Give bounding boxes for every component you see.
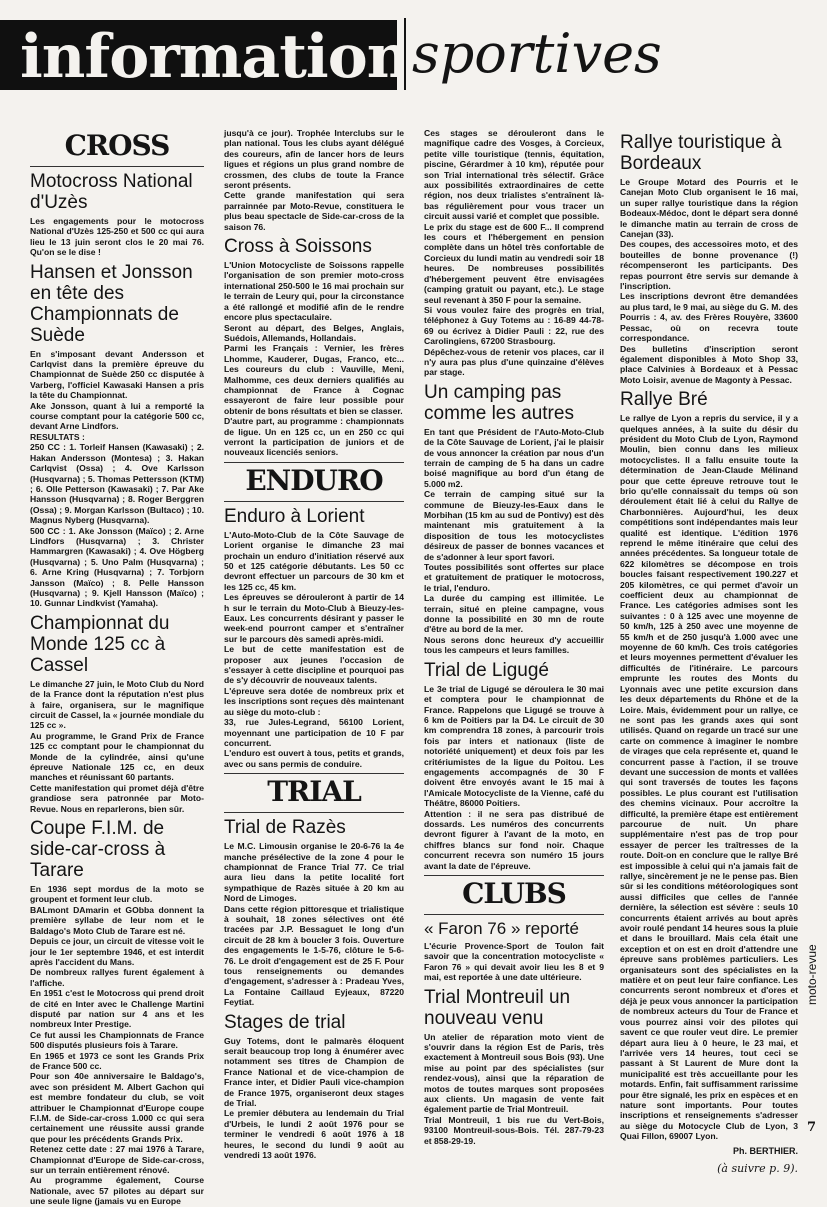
article-body: Ces stages se dérouleront dans le magnifique cadre des Vosges, à Corcieux, petite ville touristique (tennis, équitation, piscine, Gérardmer à 10 km), réputée pour son Trial international très sélectif. Grâce aux possibilités extraordinaires de cette région, nos deux trialistes s'entraînent là-bas régulièrement pour vous tracer un circuit aussi varié et complet que possible. Le prix du stage est de 600 F... Il comprend les cours et l'hébergement en pension complète dans un hôtel très confortable de Corcieux du lundi matin au vendredi soir 18 heures. De nombreuses possibilités d'hébergement peuvent être envisagées (camping gratuit ou payant, etc.). Le stage seul revenant à 350 F pour la semaine. Si vous voulez faire des progrès en trial, téléphonez à Guy Totems au : 16-89 44-78-69 ou écrivez à Didier Pauli : 22, rue des Carolingiens, 67200 Strasbourg. Dépêchez-vous de retenir vos places, car il n'y aura pas plus d'une quinzaine d'élèves par stage. xyxy=(424,128,604,378)
author-signature: Ph. BERTHIER. xyxy=(732,1145,798,1156)
article-body: L'écurie Provence-Sport de Toulon fait savoir que la concentration motocycliste « Faron 76 » qui devait avoir lieu les 8 et 9 mai, est reportée à une date ultérieure. xyxy=(424,941,604,983)
article-heading: Coupe F.I.M. de side-car-cross à Tarare xyxy=(30,818,166,882)
article-body: Le rallye de Lyon a repris du service, il y a quelques années, à la suite du désir du président du Moto Club de Lyon, Raymond Moulin, bien connu dans les milieux motocyclistes. Il a fallu ensuite toute la détermination de Jean-Claude Mélinand pour que cette épreuve retrouve tout le brio qu'elle connaissait du temps où son déroulement était lié à celui du Rallye de Charbonnières. Aujourd'hui, les deux compétitions sont indépendantes mais leur qualité est identique. L'édition 1976 reprend le même itinéraire que celui des années précédentes. Sa longueur totale de 622 kilomètres se décompose en trois boucles faisant respectivement 190.227 et 205 kilomètres, ce qui permet d'avoir un coefficient deux au championnat de France. Les catégories admises sont les suivantes : 0 à 125 avec une moyenne de 50 km/h, 125 à 250 avec une moyenne de 55 km/h et de 250 jusqu'à 1.000 avec une moyenne de 60 km/h. Ces trois catégories et leurs moyennes permettent d'évaluer les difficultés de l'itinéraire. Le parcours emprunte les routes des Monts du Lyonnais avec une petite excursion dans les deux départements du Rhône et de la Loire. Mais, évidemment pour un rallye, ce ne sont pas les grands axes qui sont utilisés. Quand on regarde un tracé sur une carte on commence à imaginer le nombre de virages que cela représente et, quand le concurrent passe à l'action, il se trouve devant une succession de monts et vallées qui sont traversés de toutes les façons possibles. Le plus courant est l'utilisation des chemins vicinaux. Pour accroître la difficulté, la première étape est entièrement parcourue de nuit. Un phare supplémentaire n'est pas de trop pour essayer de percer les traîtresses de la route. Doit-on en conclure que le rallye Bré est impossible à celui qui n'a jamais fait de rallye, sincèrement je ne le pense pas. Bien sûr si les conditions météorologiques sont aussi difficiles que celles de l'année dernière, la sélection est sévère : seuls 10 concurrents étaient arrivés au bout après avoir roulé pendant 14 heures sous la pluie et dans le brouillard. Mais cela était une exception et on est en droit d'attendre une épreuve sans problèmes particuliers. Les organisateurs sont des spécialistes en la matière et on peut leur faire confiance. Les concurrents seront nombreux et d'ores et déjà je peux vous annoncer la participation de nombreux acteurs du Tour de France et vous pourrez ainsi voir des pilotes qui savent ce que rouler veut dire. Le premier départ aura lieu à 0 heure, le 23 mai, et l'arrivée vers 14 heures, tout ceci se passant à St Laurent de Mure dont la municipalité est très accueillante pour les motards. Enfin, fait suffisamment rarissime pour être signalé, les prix en espèces et en nature sont importants. Pour toutes inscriptions et renseignements s'adresser au siège du Motocycle Club de Lyon, 3 Quai Fillon, 69007 Lyon. xyxy=(620,413,798,1142)
section-rule xyxy=(224,501,404,502)
article-body: jusqu'à ce jour). Trophée Interclubs sur le plan national. Tous les clubs ayant délégué des coureurs, afin de lancer hors de leurs ligues et régions un plus grand nombre de crossmen, des clubs de toute la France seront présents. Cette grande manifestation qui sera parrainnée par Moto-Revue, constituera le plus beau spectacle de Side-car-cross de la saison 76. xyxy=(224,128,404,232)
article-heading: Enduro à Lorient xyxy=(224,505,365,527)
section-title-cross: CROSS xyxy=(64,129,170,162)
section-rule xyxy=(224,462,404,463)
article-body: L'Auto-Moto-Club de la Côte Sauvage de Lorient organise le dimanche 23 mai prochain un enduro d'initiation réservé aux 50 et 125 catégorie débutants. Les 50 cc devront effectuer un parcours de 30 km et les 125 cc, 45 km. Les épreuves se dérouleront à partir de 14 h sur le terrain du Moto-Club à Bieuzy-les-Eaux. Les concurrents désirant y passer le week-end pourront camper et s'entraîner sur le parcours dès samedi après-midi. Le but de cette manifestation est de proposer aux jeunes l'occasion de s'essayer à cette discipline et pourquoi pas de s'y découvrir de nouveaux talents. L'épreuve sera dotée de nombreux prix et les inscriptions sont reçues dès maintenant au siège du moto-club : 33, rue Jules-Legrand, 56100 Lorient, moyennant une participation de 10 F par concurrent. L'enduro est ouvert à tous, petits et grands, avec ou sans permis de conduire. xyxy=(224,529,404,769)
article-body: Le dimanche 27 juin, le Moto Club du Nord de la France dont la réputation n'est plus à faire, organisera, sur le magnifique circuit de Cassel, la « journée mondiale du 125 cc ». Au programme, le Grand Prix de France 125 cc comptant pour le championnat du Monde de la cylindrée, ainsi qu'une épreuve Nationale 125 cc, en deux manches et réunissant 60 partants. Cette manifestation qui promet déjà d'être grandiose sera patronnée par Moto-Revue. Nous en reparlerons, bien sûr. xyxy=(30,678,204,814)
article-body: L'Union Motocycliste de Soissons rappelle l'organisation de son premier moto-cross international 250-500 le 16 mai prochain sur le terrain de Leury qui, pour la circonstance a été rallongé et modifié afin de le rendre encore plus spectaculaire. Seront au départ, des Belges, Anglais, Suédois, Allemands, Hollandais. Parmi les Français : Vernier, les frères Lhomme, Kauderer, Dugas, Franco, etc... Les coureurs du club : Vauville, Meni, Malhomme, ces deux derniers qualifiés au championnat de France à Cognac essayeront de faire leur possible pour obtenir de bons résultats et bien se classer. D'autre part, au programme : championnats de ligue. Un en 125 cc, un en 250 cc qui verront la participation de juniors et de nouveaux licenciés seniors. xyxy=(224,260,404,458)
article-heading: « Faron 76 » reporté xyxy=(424,919,579,938)
article-body: En 1936 sept mordus de la moto se groupent et forment leur club. BALmont DAmarin et GObba donnent la première syllabe de leur nom et le Baldago's Moto Club de Tarare est né. Depuis ce jour, un circuit de vitesse voit le jour le 1er septembre 1946, et est interdit après l'accident du Mans. De nombreux rallyes furent également à l'affiche. En 1951 c'est le Motocross qui prend droit de cité en Inter avec le Challenge Martini disputé par nation sur 4 ans et les nombreux Inter Prestige. Ce fut aussi les Championnats de France 500 disputés plusieurs fois à Tarare. En 1965 et 1973 ce sont les Grands Prix de France 500 cc. Pour son 40e anniversaire le Baldago's, avec son président M. Albert Gachon qui est membre fondateur du club, se voit attribuer le Championnat d'Europe coupe F.I.M. de Side-car-cross 1.000 cc qui sera certainement une réussite aussi grande que pour les précédents Grands Prix. Retenez cette date : 27 mai 1976 à Tarare, Championnat d'Europe de Side-car-cross, sur un terrain entièrement rénové. Au programme également, Course Nationale, avec 57 pilotes au départ sur une seule ligne (jamais vu en Europe xyxy=(30,884,204,1207)
header-banner xyxy=(0,20,443,92)
continued-note: (à suivre p. 9). xyxy=(717,1161,798,1175)
section-title-clubs: CLUBS xyxy=(462,877,566,910)
article-body: En s'imposant devant Andersson et Carlqvist dans la première épreuve du Championnat de Suède 250 cc disputée à Varberg, l'officiel Kawasaki Hansen a pris la tête du Championnat. Ake Jonsson, quant à lui a remporté la course comptant pour la catégorie 500 cc, devant Arne Lindfors. RESULTATS : 250 CC : 1. Torleif Hansen (Kawasaki) ; 2. Hakan Andersson (Montesa) ; 3. Hakan Carlqvist (Ossa) ; 4. Ove Karlsson (Husqvarna) ; 5. Thomas Pettersson (KTM) ; 6. Olle Petterson (Kawasaki) ; 7. Par Ake Hansson (Husqvarna) ; 8. Roger Berggren (Ossa) ; 9. Morgan Karlsson (Bultaco) ; 10. Magnus Nyberg (Husqvarna). 500 CC : 1. Ake Jonsson (Maïco) ; 2. Arne Lindfors (Husqvarna) ; 3. Christer Hammargren (Kawasaki) ; 4. Ove Högberg (Husqvarna) ; 5. Uno Palm (Husqvarna) ; 6. Arne Kring (Husqvarna) ; 7. Torbjorn Jansson (Maïco) ; 8. Pelle Hansson (Husqvarna) ; 9. Kjell Hansson (Maïco) ; 10. Gunnar Lindkvist (Yamaha). xyxy=(30,348,204,609)
article-heading: Stages de trial xyxy=(224,1011,346,1033)
section-rule xyxy=(424,914,604,915)
article-body: Guy Totems, dont le palmarès éloquent serait beaucoup trop long à énumérer avec notamment ses titres de Champion de France National et de vice-champion de France inter, et Didier Pauli vice-champion de France 1975, organiseront deux stages de Trial. Le premier débutera au lendemain du Trial d'Urbeis, le lundi 2 août 1976 pour se terminer le vendredi 6 août 1976 à 18 heures, le second du lundi 9 août au vendredi 13 août 1976. xyxy=(224,1035,404,1161)
article-body: Le M.C. Limousin organise le 20-6-76 la 4e manche présélective de la zone 4 pour le championnat de France Trial 77. Ce trial aura lieu dans la petite localité fort sympathique de Razès située à 20 km au Nord de Limoges. Dans cette région pittoresque et trialistique à souhait, 18 zones sélectives ont été tracées par J.P. Bessaguet le long d'un circuit de 28 km à boucler 3 fois. Ouverture des engagements le 1-5-76, clôture le 5-6-76. Le droit d'engagement est de 25 F. Pour tous renseignements ou demandes d'engagement, s'adresser à : Pradeau Yves, La Fontaine Caillaud Eyjeaux, 87220 Feytiat. xyxy=(224,841,404,1008)
section-title-trial: TRIAL xyxy=(267,775,361,809)
article-heading: Rallye touristique à Bordeaux xyxy=(620,132,782,174)
article-heading: Un camping pas comme les autres xyxy=(424,381,574,424)
article-heading: Trial de Razès xyxy=(224,817,346,839)
column-1 xyxy=(30,128,204,1207)
article-body: Les engagements pour le motocross National d'Uzès 125-250 et 500 cc qui aura lieu le 13 juin seront clos le 20 mai 76. Qu'on se le dise ! xyxy=(30,216,204,258)
article-heading: Championnat du Monde 125 cc à Cassel xyxy=(30,612,170,676)
magazine-side-label: moto-revue xyxy=(805,944,819,1005)
column-4 xyxy=(620,128,798,1175)
article-body: Le Groupe Motard des Pourris et le Canejan Moto Club organisent le 16 mai, un super rallye touristique dans la région Bodeaux-Médoc, dont le départ sera donné le dimanche matin au terrain de cross de Canejan (33). Des coupes, des accessoires moto, et des bouteilles de bonne provenance (!) récompenseront les participants. Des repas pourront être servis sur demande à l'inscription. Les inscriptions devront être demandées au plus tard, le 9 mai, au siège du G. M. des Pourris : 4, av. des Frères Rouyère, 33600 Pessac, où on recevra toute correspondance. Des bulletins d'inscription seront également disponibles à Moto Shop 33, place Calvinies à Bordeaux et à Pessac Moto Loisir, avenue de Magonty à Pessac. xyxy=(620,177,798,385)
page-number: 7 xyxy=(807,1120,817,1135)
column-3 xyxy=(424,128,604,1146)
article-heading: Cross à Soissons xyxy=(224,236,372,258)
header-title-right: sportives xyxy=(404,18,662,90)
article-heading: Motocross National d'Uzès xyxy=(30,171,193,213)
article-heading: Trial de Ligugé xyxy=(424,659,549,681)
article-heading: Trial Montreuil un nouveau venu xyxy=(424,986,571,1029)
article-body: Le 3e trial de Ligugé se déroulera le 30 mai et comptera pour le championnat de France. Rappelons que Ligugé se trouve à 6 km de Poitiers par la D4. Le circuit de 30 km comprendra 18 zones, à parcourir trois fois par inters et nationaux (liste de notoriété uniquement) et deux fois par les critériumistes de la ligue du Poitou. Les engagements accompagnés de 30 F doivent être envoyés avant le 15 mai à l'Amicale Motocycliste de la Vienne, café du Théâtre, 86000 Poitiers. Attention : il ne sera pas distribué de dossards. Les numéros des concurrents devront figurer à l'avant de la moto, en chiffres blancs sur fond noir. Chaque concurrent recevra son numéro 15 jours avant la date de l'épreuve. xyxy=(424,683,604,871)
article-heading: Hansen et Jonsson en tête des Championnats de Suède xyxy=(30,261,193,346)
article-body: Un atelier de réparation moto vient de s'ouvrir dans la région Est de Paris, très exactement à Montreuil sous Bois (93). Une mise au point par des spécialistes (sur rendez-vous), ainsi que la réparation de motos de toutes marques sont proposées aux clients. Un magasin de vente fait également partie de Trial Montreuil. Trial Montreuil, 1 bis rue du Vert-Bois, 93100 Montreuil-sous-Bois. Tél. 287-79-23 et 858-29-19. xyxy=(424,1031,604,1146)
section-rule xyxy=(424,875,604,876)
section-rule xyxy=(224,812,404,813)
section-rule xyxy=(30,166,204,167)
article-body: En tant que Président de l'Auto-Moto-Club de la Côte Sauvage de Lorient, j'ai le plaisir de vous annoncer la création par nous d'un terrain de camping de 5 ha dans un cadre boisé magnifique au bord d'un étang de 5.000 m2. Ce terrain de camping situé sur la commune de Bieuzy-les-Eaux dans le Morbihan (15 km au sud de Pontivy) est dès maintenant mis gratuitement à la disposition de tous les motocyclistes désireux de passer de bonnes vacances et de s'adonner à leur sport favori. Toutes possibilités sont offertes sur place et gratuitement de pratiquer le motocross, le trial, l'enduro. La durée du camping est illimitée. Le terrain, situé en pleine campagne, vous donne la possibilité en 30 mn de route d'être au bord de la mer. Nous serons donc heureux d'y accueillir tous les campeurs et leurs familles. xyxy=(424,426,604,656)
column-2 xyxy=(224,128,404,1161)
header-title-left: informations xyxy=(20,22,443,92)
section-rule xyxy=(224,773,404,774)
section-title-enduro: ENDURO xyxy=(245,463,383,497)
article-heading: Rallye Bré xyxy=(620,389,708,411)
